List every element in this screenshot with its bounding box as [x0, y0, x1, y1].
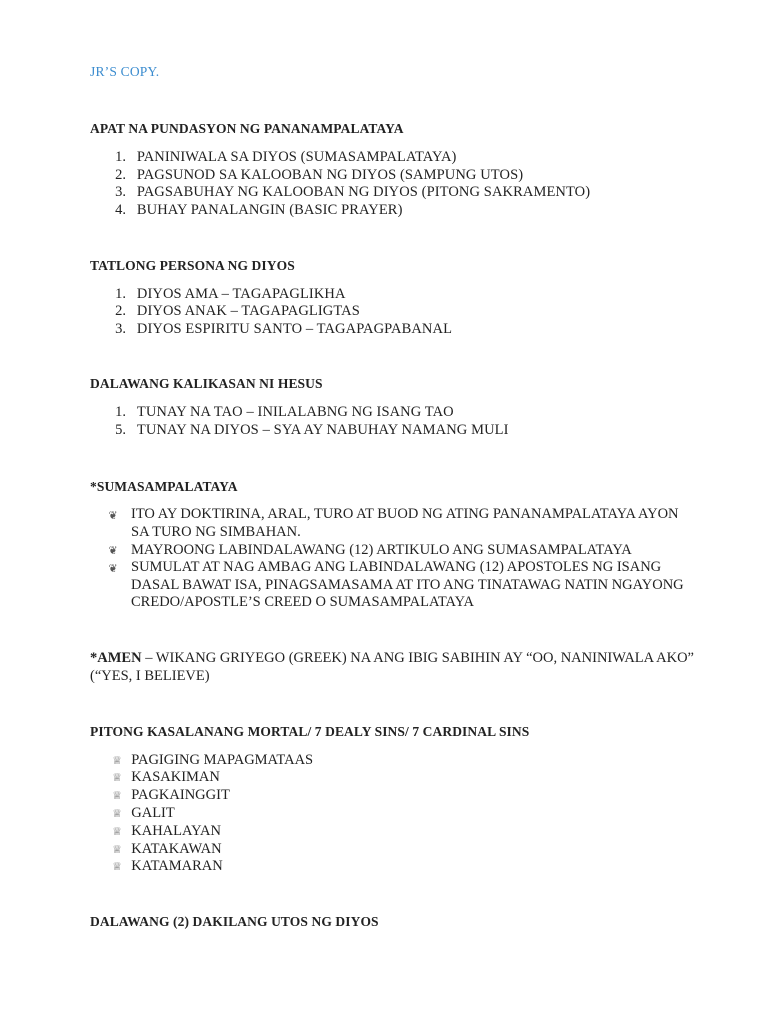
- section-title-creed: *SUMASAMPALATAYA: [90, 479, 238, 494]
- list-item: [110, 804, 175, 823]
- list-item: [100, 403, 454, 421]
- list-number: 2.: [115, 167, 126, 183]
- list-number: 5.: [115, 422, 126, 438]
- bullet-item: [106, 559, 120, 578]
- section-title-foundations: APAT NA PUNDASYON NG PANANAMPALATAYA: [90, 121, 404, 136]
- crown-icon: ♕: [112, 755, 122, 767]
- amen-text: – WIKANG GRIYEGO (GREEK) NA ANG IBIG SABIHIN AY “OO, NANINIWALA AKO”: [141, 650, 694, 666]
- list-text: DIYOS AMA – TAGAPAGLIKHA: [136, 286, 346, 302]
- bullet-item: [106, 541, 120, 560]
- list-number: 1.: [115, 404, 126, 420]
- list-number: 4.: [115, 202, 126, 218]
- list-item: [100, 302, 360, 320]
- list-number: 2.: [115, 303, 126, 319]
- amen-translation: (“YES, I BELIEVE): [90, 668, 210, 684]
- bullet-item: [106, 506, 120, 525]
- amen-term: *AMEN: [90, 650, 142, 666]
- list-text: PAGSABUHAY NG KALOOBAN NG DIYOS (PITONG SAKRAMENTO): [136, 184, 591, 200]
- list-text: BUHAY PANALANGIN (BASIC PRAYER): [136, 202, 403, 218]
- amen-definition: [90, 649, 694, 667]
- list-number: 3.: [115, 184, 126, 200]
- list-text: PANINIWALA SA DIYOS (SUMASAMPALATAYA): [136, 149, 457, 165]
- list-item: [100, 320, 452, 338]
- section-title-sins: PITONG KASALANANG MORTAL/ 7 DEALY SINS/ 7 CARDINAL SINS: [90, 724, 530, 739]
- list-number: 1.: [115, 286, 126, 302]
- copy-label: JR’S COPY.: [90, 64, 160, 79]
- list-text: GALIT: [131, 805, 175, 821]
- list-item: [110, 768, 220, 787]
- list-item: [100, 285, 346, 303]
- dove-icon: ❦: [108, 545, 118, 557]
- dove-icon: ❦: [108, 563, 118, 575]
- crown-icon: ♕: [112, 826, 122, 838]
- list-item: [100, 148, 456, 166]
- list-text: KASAKIMAN: [131, 769, 220, 785]
- section-title-persons: TATLONG PERSONA NG DIYOS: [90, 258, 295, 273]
- section-title-natures: DALAWANG KALIKASAN NI HESUS: [90, 376, 323, 391]
- list-item: [100, 166, 523, 184]
- crown-icon: ♕: [112, 790, 122, 802]
- dove-icon: ❦: [108, 510, 118, 522]
- list-item: [110, 857, 223, 876]
- list-text: DIYOS ANAK – TAGAPAGLIGTAS: [136, 303, 360, 319]
- list-text: TUNAY NA TAO – INILALABNG NG ISANG TAO: [136, 404, 454, 420]
- list-item: [110, 786, 230, 805]
- crown-icon: ♕: [112, 844, 122, 856]
- bullet-text: SUMULAT AT NAG AMBAG ANG LABINDALAWANG (12) APOSTOLES NG ISANG DASAL BAWAT ISA, PINAGSAMASAMA AT ITO ANG TINATAWAG NATIN NGAYONG CREDO/APOSTLE’S CREED O SUMASAMPALATAYA: [131, 559, 684, 610]
- list-number: 1.: [115, 149, 126, 165]
- list-text: PAGKAINGGIT: [131, 787, 230, 803]
- bullet-text: ITO AY DOKTIRINA, ARAL, TURO AT BUOD NG ATING PANANAMPALATAYA AYON SA TURO NG SIMBAHAN.: [131, 506, 679, 540]
- list-text: PAGIGING MAPAGMATAAS: [131, 752, 314, 768]
- list-text: DIYOS ESPIRITU SANTO – TAGAPAGPABANAL: [136, 321, 453, 337]
- list-item: [100, 421, 509, 439]
- list-text: PAGSUNOD SA KALOOBAN NG DIYOS (SAMPUNG UTOS): [136, 167, 524, 183]
- list-text: KATAKAWAN: [131, 841, 222, 857]
- section-title-commandments: DALAWANG (2) DAKILANG UTOS NG DIYOS: [90, 914, 379, 929]
- bullet-text: MAYROONG LABINDALAWANG (12) ARTIKULO ANG SUMASAMPALATAYA: [131, 542, 632, 558]
- list-item: [100, 183, 590, 201]
- list-number: 3.: [115, 321, 126, 337]
- list-item: [110, 822, 221, 841]
- list-text: KATAMARAN: [131, 858, 223, 874]
- list-item: [100, 201, 403, 219]
- crown-icon: ♕: [112, 772, 122, 784]
- crown-icon: ♕: [112, 861, 122, 873]
- list-text: KAHALAYAN: [131, 823, 221, 839]
- list-text: TUNAY NA DIYOS – SYA AY NABUHAY NAMANG MULI: [136, 422, 509, 438]
- crown-icon: ♕: [112, 808, 122, 820]
